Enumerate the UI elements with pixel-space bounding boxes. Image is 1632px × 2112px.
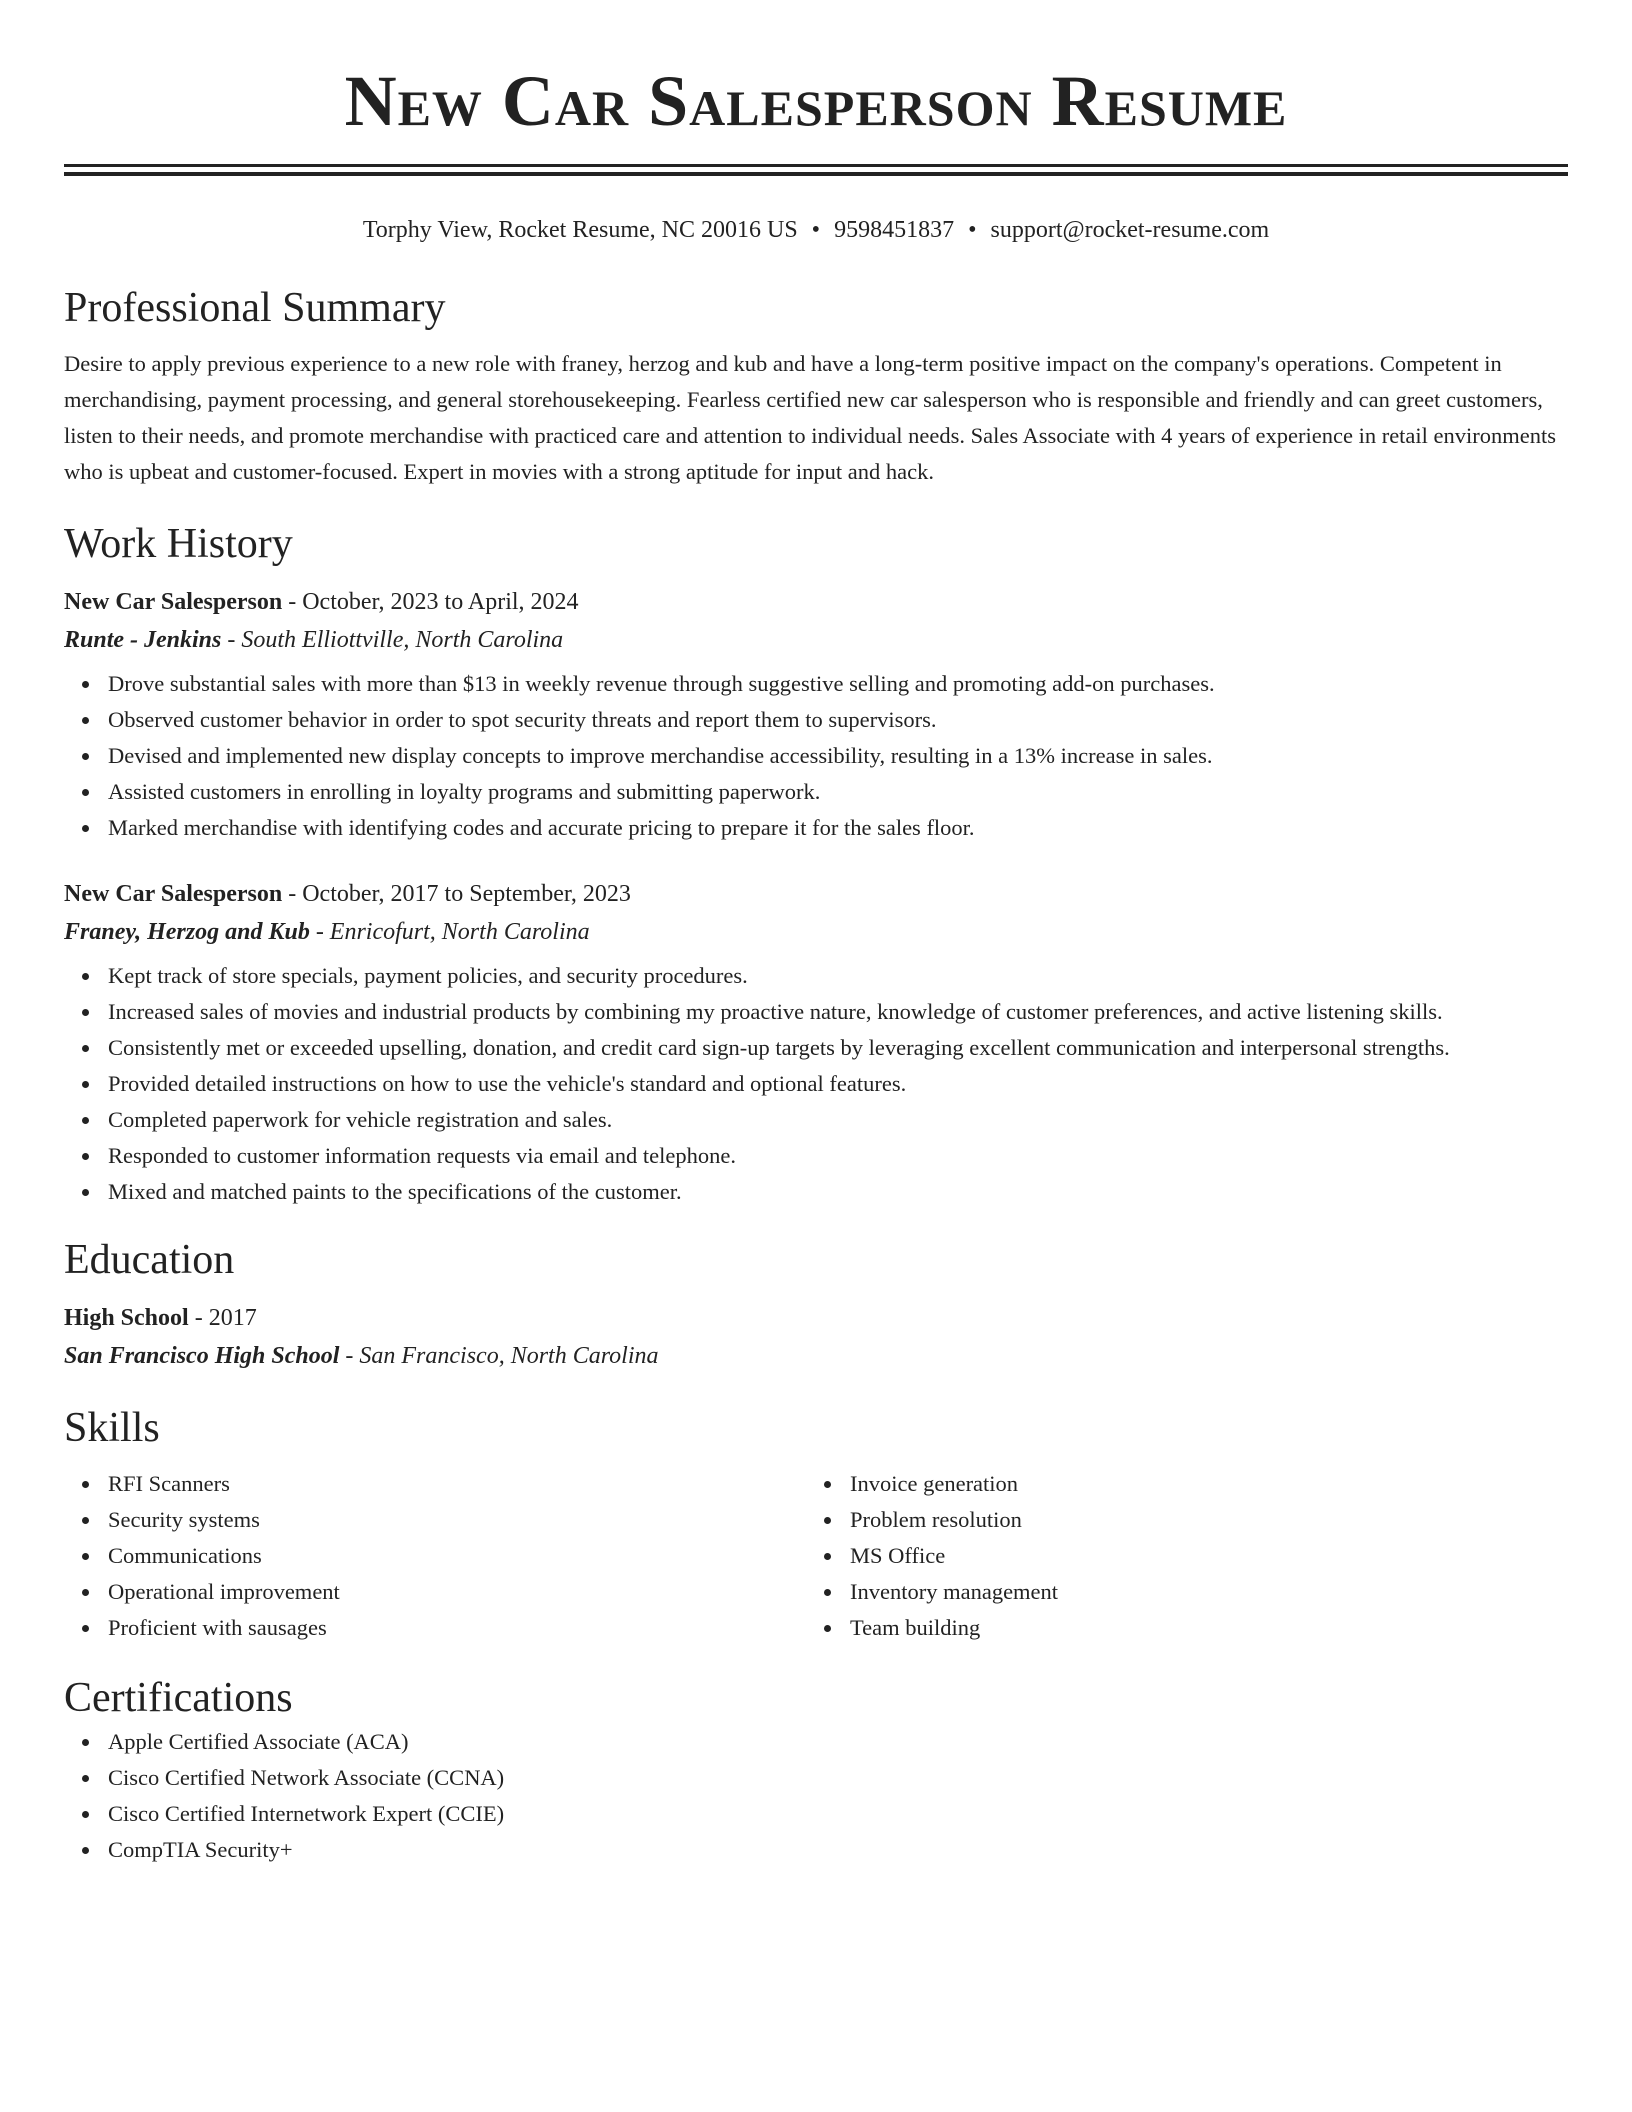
job-bullet: Responded to customer information requests via email and telephone. xyxy=(108,1138,1568,1174)
job-bullet: Assisted customers in enrolling in loyalty programs and submitting paperwork. xyxy=(108,774,1568,810)
certification-item: Cisco Certified Network Associate (CCNA) xyxy=(108,1760,1568,1796)
job-entry xyxy=(64,584,1568,846)
job-bullet: Mixed and matched paints to the specifications of the customer. xyxy=(108,1174,1568,1210)
resume-title: New Car Salesperson Resume xyxy=(344,61,1288,141)
contact-phone: 9598451837 xyxy=(834,217,955,243)
school-name: San Francisco High School xyxy=(64,1343,340,1369)
degree-line xyxy=(64,1300,1568,1336)
skill-item: Proficient with sausages xyxy=(108,1610,806,1646)
skills-heading: Skills xyxy=(64,1405,160,1451)
job-bullet: Marked merchandise with identifying codes and accurate pricing to prepare it for the sales floor. xyxy=(108,810,1568,846)
job-title: New Car Salesperson xyxy=(64,881,283,907)
skill-item: RFI Scanners xyxy=(108,1466,806,1502)
job-dates: - October, 2023 to April, 2024 xyxy=(282,589,579,615)
job-bullet: Drove substantial sales with more than $13 in weekly revenue through suggestive selling and promoting add-on purchases. xyxy=(108,666,1568,702)
certification-item: CompTIA Security+ xyxy=(108,1832,1568,1868)
summary-heading: Professional Summary xyxy=(64,285,446,331)
company-name: Franey, Herzog and Kub xyxy=(64,919,310,945)
school-line xyxy=(64,1336,1568,1376)
school-location: - San Francisco, North Carolina xyxy=(339,1343,659,1369)
job-title-line xyxy=(64,876,1568,912)
skill-item: Inventory management xyxy=(850,1574,1548,1610)
contact-email[interactable]: support@rocket-resume.com xyxy=(990,217,1270,243)
certifications-heading: Certifications xyxy=(64,1675,293,1721)
job-bullet: Increased sales of movies and industrial products by combining my proactive nature, knowledge of customer preferences, and active listening skills. xyxy=(108,994,1568,1030)
company-location: - Enricofurt, North Carolina xyxy=(309,919,590,945)
skill-item: MS Office xyxy=(850,1538,1548,1574)
job-bullets xyxy=(64,958,1568,1210)
company-line xyxy=(64,620,1568,660)
skills-column-right xyxy=(806,1466,1548,1646)
job-bullets xyxy=(64,666,1568,846)
skill-item: Operational improvement xyxy=(108,1574,806,1610)
certification-item: Cisco Certified Internetwork Expert (CCIE) xyxy=(108,1796,1568,1832)
job-bullet: Consistently met or exceeded upselling, donation, and credit card sign-up targets by leveraging excellent communication and interpersonal strengths. xyxy=(108,1030,1568,1066)
degree-name: High School xyxy=(64,1305,189,1331)
skill-item: Communications xyxy=(108,1538,806,1574)
skill-item: Problem resolution xyxy=(850,1502,1548,1538)
skill-item: Security systems xyxy=(108,1502,806,1538)
contact-separator: • xyxy=(811,217,821,243)
skills-list xyxy=(64,1466,806,1646)
contact-separator: • xyxy=(968,217,977,243)
job-entry xyxy=(64,876,1568,1210)
company-line xyxy=(64,912,1568,952)
skill-item: Team building xyxy=(850,1610,1548,1646)
skills-list xyxy=(806,1466,1548,1646)
job-bullet: Observed customer behavior in order to spot security threats and report them to supervisors. xyxy=(108,702,1568,738)
certifications-list xyxy=(64,1724,1568,1868)
job-bullet: Kept track of store specials, payment policies, and security procedures. xyxy=(108,958,1568,994)
job-bullet: Devised and implemented new display concepts to improve merchandise accessibility, resulting in a 13% increase in sales. xyxy=(108,738,1568,774)
job-bullet: Completed paperwork for vehicle registration and sales. xyxy=(108,1102,1568,1138)
job-dates: - October, 2017 to September, 2023 xyxy=(282,881,631,907)
company-location: - South Elliottville, North Carolina xyxy=(221,627,564,653)
job-title-line xyxy=(64,584,1568,620)
contact-line xyxy=(64,214,1568,246)
job-title: New Car Salesperson xyxy=(64,589,283,615)
title-rule-top xyxy=(64,164,1568,167)
job-bullet: Provided detailed instructions on how to use the vehicle's standard and optional features. xyxy=(108,1066,1568,1102)
work-history-heading: Work History xyxy=(64,521,293,567)
skills-column-left xyxy=(64,1466,806,1646)
summary-text: Desire to apply previous experience to a new role with franey, herzog and kub and have a long-term positive impact on the company's operations. Competent in merchandising, payment processing, and general storehousekeeping. Fearless certified new car salesperson who is responsible and friendly and can greet customers, listen to their needs, and promote merchandise with practiced care and attention to individual needs. Sales Associate with 4 years of experience in retail environments who is upbeat and customer-focused. Expert in movies with a strong aptitude for input and hack. xyxy=(64,351,1557,484)
contact-address: Torphy View, Rocket Resume, NC 20016 US xyxy=(362,217,798,243)
education-entry xyxy=(64,1300,1568,1376)
certification-item: Apple Certified Associate (ACA) xyxy=(108,1724,1568,1760)
skill-item: Invoice generation xyxy=(850,1466,1548,1502)
title-rule-bottom xyxy=(64,172,1568,176)
company-name: Runte - Jenkins xyxy=(64,627,222,653)
degree-year: - 2017 xyxy=(188,1305,257,1331)
education-heading: Education xyxy=(64,1237,235,1283)
skills-grid xyxy=(64,1466,1568,1646)
